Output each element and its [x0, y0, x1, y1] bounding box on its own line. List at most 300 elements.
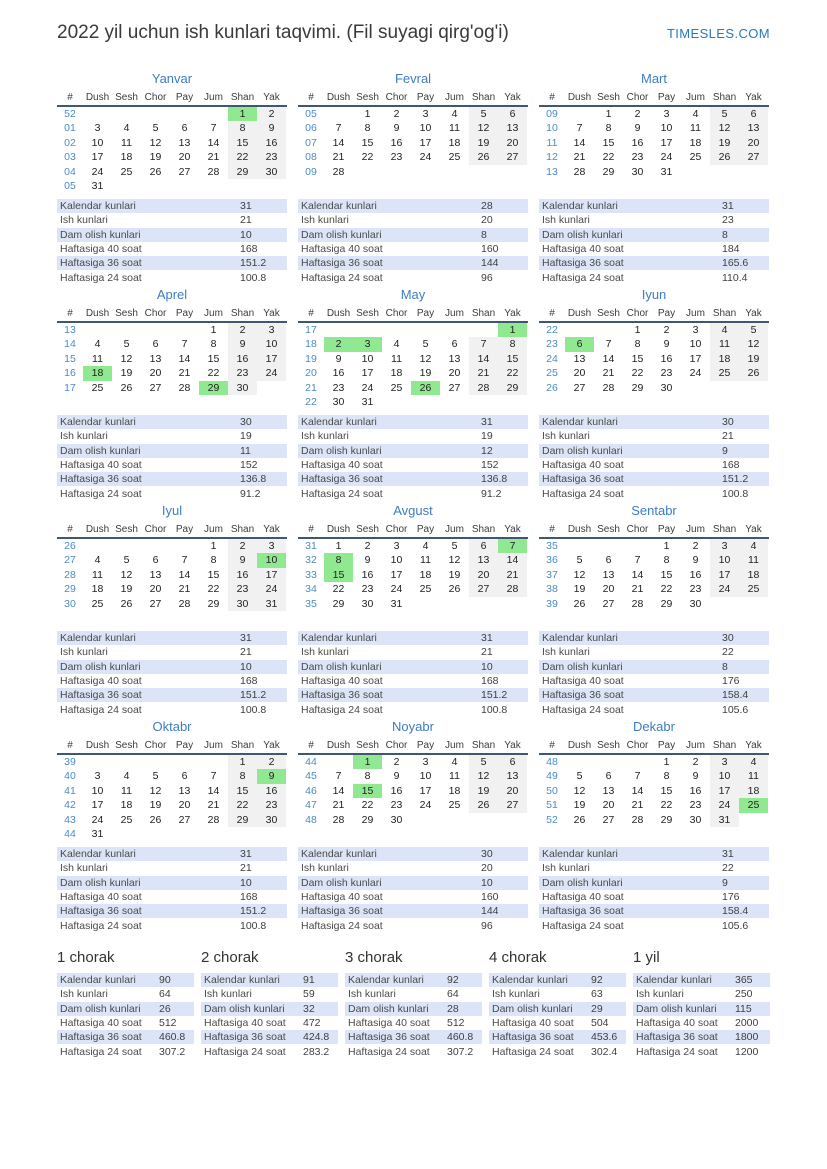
week-number: 21: [305, 381, 317, 394]
day-header: Dush: [85, 92, 110, 103]
week-number: 33: [305, 568, 317, 581]
stat-row: [539, 702, 769, 716]
calendar-week-row: [57, 337, 287, 351]
stat-label: Haftasiga 36 soat: [301, 257, 383, 270]
stat-label: Ish kunlari: [301, 214, 349, 227]
day-header: Dush: [326, 308, 351, 319]
stats-table: [298, 847, 528, 933]
yearly-summary-grid: [57, 949, 770, 1059]
day-cell: 9: [692, 770, 699, 783]
stat-value: 460.8: [159, 1031, 186, 1044]
stat-value: 307.2: [159, 1045, 186, 1058]
stat-value: 136.8: [481, 473, 508, 486]
day-header: Sesh: [597, 524, 620, 535]
stat-row: [57, 199, 287, 213]
stat-value: 21: [240, 862, 252, 875]
day-cell: 31: [91, 179, 104, 192]
stat-value: 22: [722, 862, 734, 875]
day-cell: 4: [451, 756, 458, 768]
day-cell: 9: [393, 770, 400, 783]
calendar-header-row: [539, 739, 769, 755]
weekend-day-cell: 4: [710, 323, 739, 337]
day-cell: [257, 179, 286, 193]
day-cell: 15: [207, 352, 220, 365]
stat-label: Dam olish kunlari: [60, 660, 141, 673]
stat-row: [539, 415, 769, 429]
week-number: 44: [64, 827, 76, 840]
weekend-day-cell: 16: [257, 136, 286, 150]
day-cell: 4: [422, 540, 429, 552]
day-cell: [440, 597, 469, 611]
weekend-day-cell: 6: [739, 107, 768, 121]
day-cell: 1: [335, 540, 342, 552]
calendar-table: [298, 307, 528, 409]
day-cell: 12: [120, 352, 133, 365]
day-header: Yak: [504, 524, 521, 535]
day-cell: 7: [335, 770, 342, 783]
day-cell: 19: [149, 799, 162, 812]
day-cell: 24: [91, 813, 104, 826]
stat-row: [298, 847, 528, 861]
day-header: Dush: [567, 740, 592, 751]
day-cell: 28: [631, 813, 644, 826]
stat-row: [298, 256, 528, 270]
day-cell: 22: [361, 151, 374, 164]
day-header: Pay: [416, 524, 435, 535]
calendar-week-row: [57, 813, 287, 827]
stat-label: Haftasiga 40 soat: [301, 243, 383, 256]
day-cell: 2: [663, 324, 670, 336]
calendar-week-row: [298, 323, 528, 337]
stat-label: Dam olish kunlari: [542, 660, 623, 673]
stat-value: 31: [240, 200, 252, 213]
weekend-day-cell: 28: [498, 582, 527, 596]
stat-label: Kalendar kunlari: [348, 974, 424, 987]
day-cell: 7: [576, 122, 583, 135]
day-cell: [594, 539, 623, 553]
stat-label: Dam olish kunlari: [301, 228, 382, 241]
day-cell: 25: [448, 799, 461, 812]
stat-value: 105.6: [722, 919, 749, 932]
holiday-day-cell: 1: [353, 755, 382, 769]
week-number: 03: [64, 151, 76, 164]
stat-label: Haftasiga 36 soat: [542, 689, 624, 702]
day-cell: 18: [448, 136, 461, 149]
stat-value: 100.8: [240, 703, 267, 716]
stat-value: 2000: [735, 1017, 759, 1030]
stat-row: [298, 213, 528, 227]
day-cell: 6: [152, 554, 159, 567]
stat-label: Haftasiga 40 soat: [60, 675, 142, 688]
day-cell: 20: [448, 367, 461, 380]
day-cell: [170, 323, 199, 337]
stat-value: 26: [159, 1002, 171, 1015]
month-yanvar: [57, 71, 287, 287]
day-header: Pay: [175, 308, 194, 319]
calendar-week-row: [539, 381, 769, 395]
stat-value: 168: [240, 243, 258, 256]
stat-row: [57, 674, 287, 688]
day-cell: [710, 165, 739, 179]
week-number: 44: [305, 756, 317, 768]
weekend-day-cell: 11: [739, 769, 768, 783]
stat-value: 160: [481, 243, 499, 256]
stat-label: Ish kunlari: [60, 862, 108, 875]
month-fevral: [298, 71, 528, 287]
week-number: 42: [64, 799, 76, 812]
stat-value: 504: [591, 1017, 609, 1030]
week-number: 35: [546, 540, 558, 552]
day-header: Chor: [385, 524, 408, 535]
weekend-day-cell: 26: [739, 366, 768, 380]
stat-value: 20: [481, 214, 493, 227]
day-header: Pay: [657, 308, 676, 319]
stat-row: [539, 847, 769, 861]
day-cell: [739, 381, 768, 395]
calendar-week-row: [298, 553, 528, 567]
day-cell: 21: [631, 583, 644, 596]
day-header: #: [308, 740, 314, 751]
weekend-day-cell: 30: [257, 165, 286, 179]
stat-value: 30: [722, 416, 734, 429]
day-cell: [141, 539, 170, 553]
stat-value: 158.4: [722, 905, 749, 918]
day-cell: 4: [692, 108, 699, 120]
week-number: 08: [305, 151, 317, 164]
day-cell: 3: [393, 540, 400, 552]
week-number: 07: [305, 136, 317, 149]
day-cell: 29: [660, 597, 673, 610]
day-cell: 14: [631, 784, 644, 797]
stats-table: [633, 973, 770, 1059]
stat-value: 302.4: [591, 1045, 618, 1058]
day-cell: 24: [361, 381, 374, 394]
day-cell: 18: [120, 151, 133, 164]
month-title: May: [400, 287, 426, 302]
day-cell: 28: [178, 597, 191, 610]
stat-label: Kalendar kunlari: [542, 200, 618, 213]
day-cell: 8: [663, 770, 670, 783]
day-cell: 8: [634, 338, 641, 351]
stat-value: 63: [591, 988, 603, 1001]
weekend-day-cell: 30: [228, 381, 257, 395]
page-title: 2022 yil uchun ish kunlari taqvimi. (Fil suyagi qirg'og'i): [57, 22, 509, 43]
week-number: 14: [64, 338, 76, 351]
day-cell: 8: [210, 338, 217, 351]
calendar-table: [57, 91, 287, 193]
stats-table: [57, 415, 287, 501]
day-cell: 29: [660, 813, 673, 826]
day-header: Sesh: [115, 740, 138, 751]
day-cell: 19: [120, 583, 133, 596]
day-cell: 24: [660, 151, 673, 164]
day-header: Pay: [175, 524, 194, 535]
stat-label: Kalendar kunlari: [60, 416, 136, 429]
day-cell: 13: [149, 568, 162, 581]
day-cell: 7: [210, 122, 217, 135]
weekend-day-cell: 5: [710, 107, 739, 121]
day-header: Pay: [416, 308, 435, 319]
stat-label: Haftasiga 24 soat: [60, 703, 142, 716]
day-cell: 17: [390, 568, 403, 581]
day-cell: 9: [634, 122, 641, 135]
day-cell: [83, 755, 112, 769]
day-cell: 6: [181, 770, 188, 783]
week-number: 36: [546, 554, 558, 567]
stat-row: [201, 1016, 338, 1030]
calendar-week-row: [57, 121, 287, 135]
month-oktabr: [57, 719, 287, 935]
stat-label: Kalendar kunlari: [542, 632, 618, 645]
day-header: Jum: [445, 308, 464, 319]
stat-label: Haftasiga 24 soat: [301, 703, 383, 716]
stat-label: Ish kunlari: [542, 214, 590, 227]
day-cell: 15: [207, 568, 220, 581]
day-cell: 16: [660, 352, 673, 365]
day-header: Sesh: [597, 740, 620, 751]
calendar-week-row: [298, 337, 528, 351]
week-number: 09: [305, 165, 317, 178]
stat-label: Haftasiga 36 soat: [348, 1031, 430, 1044]
stat-row: [489, 973, 626, 987]
day-cell: 2: [393, 108, 400, 120]
weekend-day-cell: 20: [498, 784, 527, 798]
day-cell: [411, 813, 440, 827]
stat-value: 165.6: [722, 257, 749, 270]
day-cell: 4: [94, 554, 101, 567]
stat-label: Haftasiga 24 soat: [348, 1045, 430, 1058]
day-header: Chor: [385, 92, 408, 103]
weekend-day-cell: 26: [469, 150, 498, 164]
month-iyul: [57, 503, 287, 719]
day-header: Yak: [263, 524, 280, 535]
calendar-table: [539, 91, 769, 193]
day-cell: 5: [576, 770, 583, 783]
month-title: Sentabr: [631, 503, 677, 518]
day-cell: [498, 813, 527, 827]
stat-value: 21: [481, 646, 493, 659]
day-header: Yak: [745, 308, 762, 319]
day-header: Chor: [144, 308, 167, 319]
stat-label: Dam olish kunlari: [60, 228, 141, 241]
weekend-day-cell: 9: [228, 337, 257, 351]
calendar-week-row: [539, 165, 769, 179]
stat-label: Haftasiga 24 soat: [542, 271, 624, 284]
weekend-day-cell: 25: [710, 366, 739, 380]
weekend-day-cell: 4: [739, 539, 768, 553]
day-cell: 19: [120, 367, 133, 380]
site-link[interactable]: TIMESLES.COM: [666, 26, 770, 41]
day-header: Shan: [712, 308, 737, 319]
day-cell: 18: [448, 784, 461, 797]
day-cell: 25: [120, 165, 133, 178]
calendar-week-row: [539, 582, 769, 596]
weekend-day-cell: 29: [228, 165, 257, 179]
day-cell: 16: [631, 136, 644, 149]
stat-row: [539, 213, 769, 227]
calendar-week-row: [539, 136, 769, 150]
day-cell: 8: [605, 122, 612, 135]
calendar-week-row: [298, 755, 528, 769]
day-header: Yak: [745, 524, 762, 535]
week-number: 18: [305, 338, 317, 351]
stat-value: 21: [240, 214, 252, 227]
stat-label: Haftasiga 24 soat: [60, 1045, 142, 1058]
stat-value: 184: [722, 243, 740, 256]
calendar-week-row: [298, 165, 528, 179]
day-cell: 15: [631, 352, 644, 365]
calendar-week-row: [57, 798, 287, 812]
day-cell: 18: [91, 583, 104, 596]
weekend-day-cell: 5: [469, 755, 498, 769]
calendar-header-row: [298, 523, 528, 539]
day-header: #: [67, 92, 73, 103]
calendar-week-row: [298, 568, 528, 582]
stat-value: 31: [481, 632, 493, 645]
stat-row: [489, 1030, 626, 1044]
calendar-week-row: [539, 366, 769, 380]
day-cell: 12: [448, 554, 461, 567]
stat-value: 144: [481, 257, 499, 270]
day-cell: 7: [634, 770, 641, 783]
day-cell: 15: [361, 136, 374, 149]
day-cell: 2: [692, 756, 699, 768]
stat-row: [539, 631, 769, 645]
day-header: Pay: [416, 740, 435, 751]
stat-value: 59: [303, 988, 315, 1001]
weekend-day-cell: 8: [498, 337, 527, 351]
day-cell: [141, 323, 170, 337]
day-cell: 20: [178, 151, 191, 164]
day-header: Yak: [504, 740, 521, 751]
day-cell: [739, 813, 768, 827]
day-header: #: [308, 92, 314, 103]
calendar-header-row: [539, 523, 769, 539]
stat-label: Haftasiga 40 soat: [542, 459, 624, 472]
day-cell: 5: [152, 770, 159, 783]
day-cell: [112, 827, 141, 841]
stat-value: 151.2: [722, 473, 749, 486]
stat-value: 512: [159, 1017, 177, 1030]
stat-value: 11: [240, 444, 251, 457]
day-cell: 18: [689, 136, 702, 149]
stat-row: [539, 486, 769, 500]
day-cell: 11: [92, 568, 103, 581]
calendar-week-row: [57, 107, 287, 121]
stat-value: 96: [481, 919, 493, 932]
calendar-week-row: [539, 107, 769, 121]
calendar-week-row: [298, 395, 528, 409]
day-cell: 29: [361, 813, 374, 826]
day-cell: 10: [91, 784, 104, 797]
stat-row: [489, 1016, 626, 1030]
day-cell: 5: [576, 554, 583, 567]
day-cell: [257, 381, 286, 395]
weekend-day-cell: 13: [469, 553, 498, 567]
weekend-day-cell: 9: [228, 553, 257, 567]
day-cell: 29: [332, 597, 345, 610]
stat-row: [633, 1030, 770, 1044]
day-cell: 13: [573, 352, 586, 365]
stat-label: Dam olish kunlari: [60, 444, 141, 457]
day-cell: 5: [152, 122, 159, 135]
day-cell: 14: [602, 352, 615, 365]
day-cell: [83, 539, 112, 553]
day-header: Shan: [230, 524, 255, 535]
stats-table: [57, 973, 194, 1059]
day-cell: 29: [602, 165, 615, 178]
day-cell: 28: [207, 165, 220, 178]
weekend-day-cell: 8: [228, 769, 257, 783]
day-cell: 22: [602, 151, 615, 164]
stat-label: Haftasiga 40 soat: [542, 891, 624, 904]
stat-value: 100.8: [481, 703, 508, 716]
calendar-header-row: [539, 307, 769, 323]
calendar-week-row: [57, 827, 287, 841]
day-cell: [681, 165, 710, 179]
day-cell: [199, 755, 228, 769]
stat-value: 472: [303, 1017, 321, 1030]
stat-label: Dam olish kunlari: [636, 1002, 717, 1015]
weekend-day-cell: 6: [469, 539, 498, 553]
weekend-day-cell: 3: [257, 539, 286, 553]
day-cell: 15: [602, 136, 615, 149]
day-header: Jum: [686, 524, 705, 535]
day-cell: 12: [149, 136, 162, 149]
stat-label: Kalendar kunlari: [60, 632, 136, 645]
day-cell: 4: [123, 122, 130, 135]
day-cell: [565, 539, 594, 553]
day-cell: 19: [419, 367, 432, 380]
stat-value: 31: [240, 848, 252, 861]
stat-label: Ish kunlari: [301, 430, 349, 443]
day-header: #: [549, 740, 555, 751]
stat-label: Kalendar kunlari: [542, 416, 618, 429]
stat-row: [633, 973, 770, 987]
day-cell: 19: [573, 799, 586, 812]
calendar-table: [298, 523, 528, 625]
weekend-day-cell: 12: [739, 337, 768, 351]
holiday-day-cell: 1: [498, 323, 527, 337]
stat-value: 115: [735, 1002, 752, 1015]
day-header: Chor: [144, 740, 167, 751]
day-cell: 1: [210, 540, 217, 552]
day-cell: 21: [332, 799, 345, 812]
stat-label: Haftasiga 36 soat: [301, 689, 383, 702]
stat-label: Dam olish kunlari: [492, 1002, 573, 1015]
day-cell: 31: [361, 395, 374, 408]
stat-label: Dam olish kunlari: [301, 444, 382, 457]
week-number: 49: [546, 770, 558, 783]
day-header: Chor: [385, 740, 408, 751]
day-header: Jum: [204, 92, 223, 103]
week-number: 50: [546, 784, 558, 797]
day-cell: [411, 597, 440, 611]
day-cell: 24: [689, 367, 702, 380]
stat-row: [298, 918, 528, 932]
weekend-day-cell: 18: [739, 568, 768, 582]
calendar-week-row: [57, 539, 287, 553]
stat-row: [298, 688, 528, 702]
calendar-week-row: [298, 784, 528, 798]
day-cell: 27: [149, 381, 162, 394]
stat-label: Kalendar kunlari: [492, 974, 568, 987]
weekend-day-cell: 17: [257, 352, 286, 366]
weekend-day-cell: 23: [257, 150, 286, 164]
day-cell: [353, 323, 382, 337]
week-number: 25: [546, 367, 558, 380]
day-cell: 21: [332, 151, 345, 164]
